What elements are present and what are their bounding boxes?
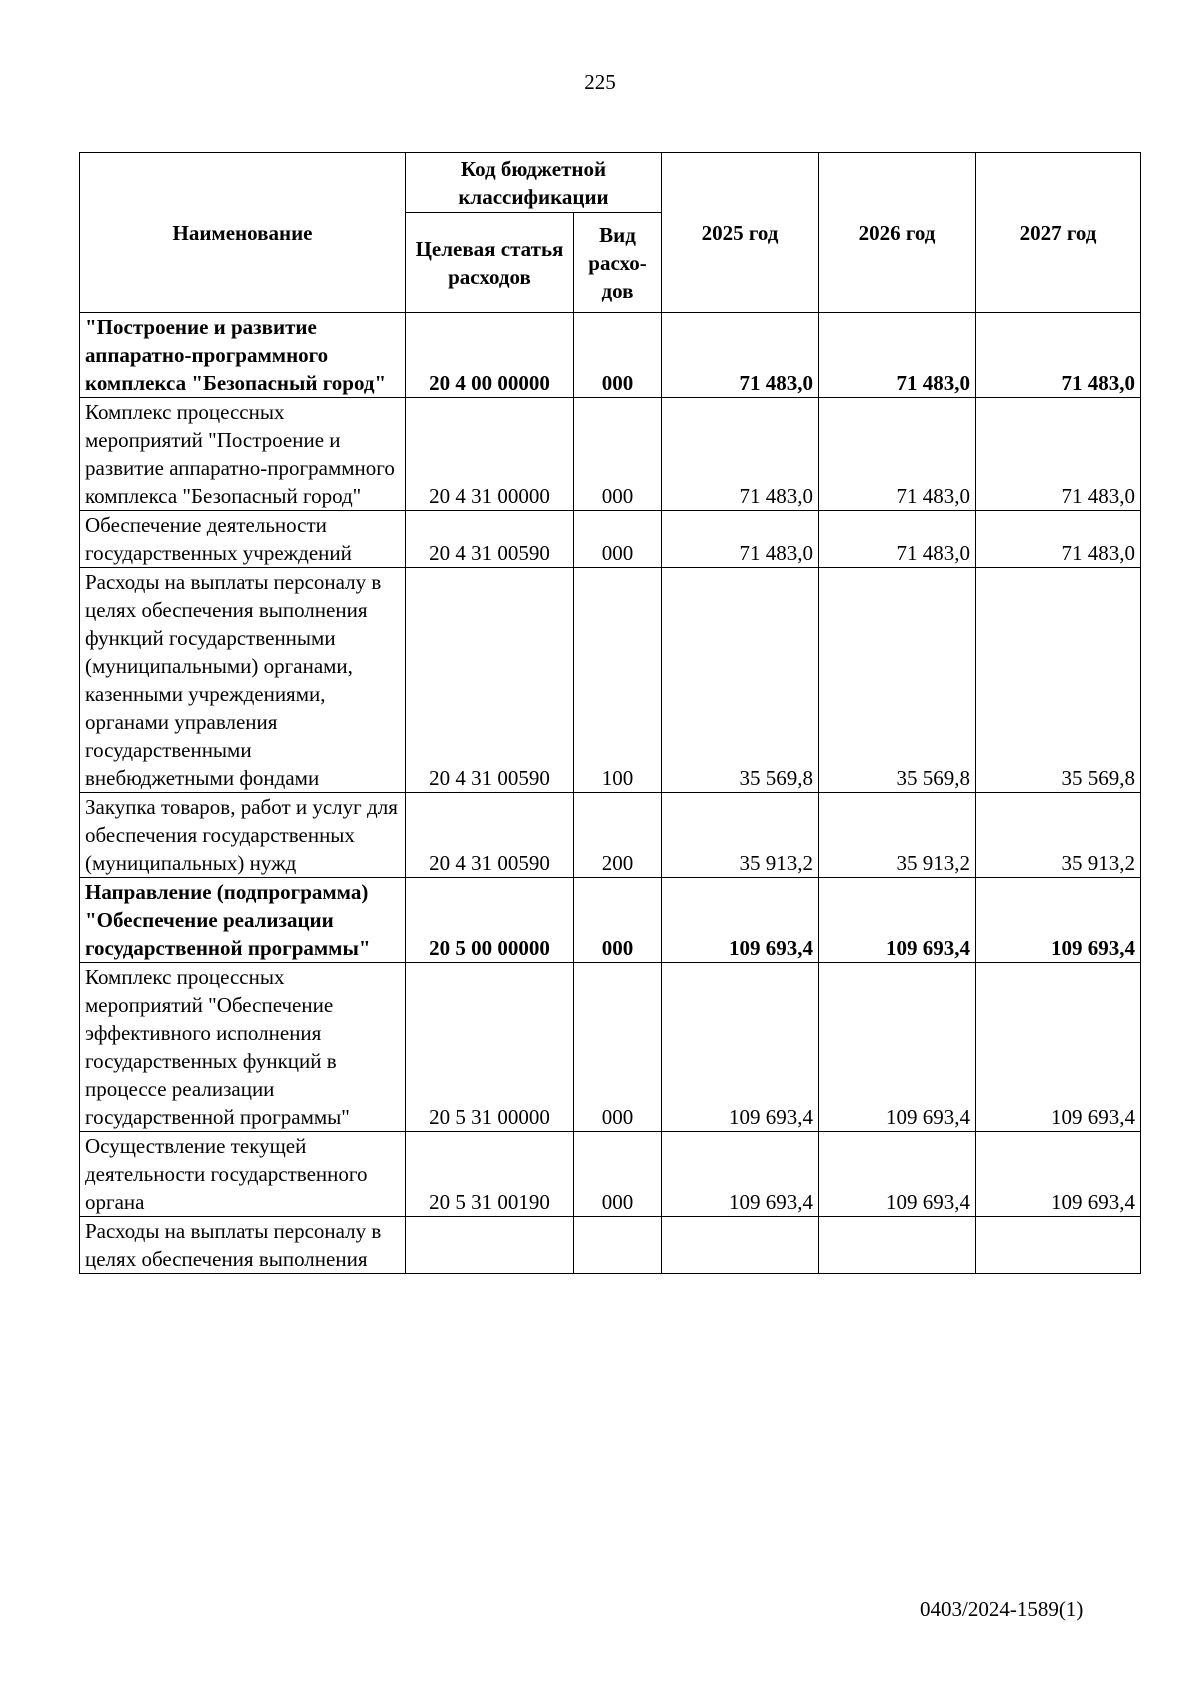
cell-v2025: 109 693,4: [662, 1132, 819, 1217]
cell-kind: 000: [574, 511, 662, 568]
table-row: [80, 963, 1141, 1132]
cell-code: 20 5 31 00000: [406, 963, 574, 1132]
cell-v2026: 109 693,4: [819, 1132, 976, 1217]
cell-name: Закупка товаров, работ и услуг для обеспечения государственных (муниципальных) нужд: [80, 793, 406, 878]
cell-v2027: 109 693,4: [976, 1132, 1141, 1217]
cell-v2027: [976, 1217, 1141, 1274]
cell-kind: 000: [574, 313, 662, 398]
table-row: [80, 878, 1141, 963]
header-expense-type: Вид расхо-дов: [574, 213, 662, 313]
cell-v2026: 35 913,2: [819, 793, 976, 878]
document-id: 0403/2024-1589(1): [920, 1597, 1084, 1621]
cell-kind: 000: [574, 963, 662, 1132]
cell-code: 20 4 31 00590: [406, 511, 574, 568]
cell-v2025: 71 483,0: [662, 511, 819, 568]
cell-kind: 100: [574, 568, 662, 793]
table-row: [80, 398, 1141, 511]
cell-code: 20 5 31 00190: [406, 1132, 574, 1217]
cell-v2027: 71 483,0: [976, 511, 1141, 568]
cell-name: Расходы на выплаты персоналу в целях обеспечения выполнения функций государственными (муниципальными) органами, казенными учреждениями, органами управления государственными внебюджетными фондами: [80, 568, 406, 793]
header-name: Наименование: [80, 153, 406, 313]
cell-name: Направление (подпрограмма) "Обеспечение реализации государственной программы": [80, 878, 406, 963]
cell-kind: 000: [574, 878, 662, 963]
table-row: [80, 313, 1141, 398]
cell-code: 20 4 00 00000: [406, 313, 574, 398]
budget-table: [79, 152, 1141, 1274]
cell-v2025: 71 483,0: [662, 398, 819, 511]
cell-code: 20 4 31 00590: [406, 793, 574, 878]
cell-v2027: 35 913,2: [976, 793, 1141, 878]
table-row: [80, 1132, 1141, 1217]
cell-kind: 200: [574, 793, 662, 878]
cell-v2026: 35 569,8: [819, 568, 976, 793]
cell-kind: 000: [574, 1132, 662, 1217]
cell-v2025: 109 693,4: [662, 963, 819, 1132]
cell-v2027: 109 693,4: [976, 963, 1141, 1132]
cell-v2025: [662, 1217, 819, 1274]
cell-name: Расходы на выплаты персоналу в целях обеспечения выполнения: [80, 1217, 406, 1274]
cell-kind: 000: [574, 398, 662, 511]
cell-v2026: 71 483,0: [819, 398, 976, 511]
cell-v2027: 35 569,8: [976, 568, 1141, 793]
cell-v2025: 35 913,2: [662, 793, 819, 878]
header-2027: 2027 год: [976, 153, 1141, 313]
table-row: [80, 793, 1141, 878]
cell-v2026: [819, 1217, 976, 1274]
header-2026: 2026 год: [819, 153, 976, 313]
cell-name: Комплекс процессных мероприятий "Построение и развитие аппаратно-программного комплекса "Безопасный город": [80, 398, 406, 511]
cell-v2027: 109 693,4: [976, 878, 1141, 963]
page-number: 225: [584, 70, 616, 94]
table-body: [80, 313, 1141, 1274]
cell-name: "Построение и развитие аппаратно-программного комплекса "Безопасный город": [80, 313, 406, 398]
cell-name: Комплекс процессных мероприятий "Обеспечение эффективного исполнения государственных функций в процессе реализации государственной программы": [80, 963, 406, 1132]
cell-v2026: 109 693,4: [819, 963, 976, 1132]
cell-v2026: 109 693,4: [819, 878, 976, 963]
cell-code: 20 4 31 00590: [406, 568, 574, 793]
table-row: [80, 568, 1141, 793]
cell-code: [406, 1217, 574, 1274]
cell-v2027: 71 483,0: [976, 313, 1141, 398]
cell-name: Обеспечение деятельности государственных учреждений: [80, 511, 406, 568]
cell-v2027: 71 483,0: [976, 398, 1141, 511]
cell-v2025: 71 483,0: [662, 313, 819, 398]
cell-code: 20 4 31 00000: [406, 398, 574, 511]
header-kbk: Код бюджетной классификации: [406, 153, 662, 213]
cell-kind: [574, 1217, 662, 1274]
cell-v2025: 35 569,8: [662, 568, 819, 793]
cell-v2025: 109 693,4: [662, 878, 819, 963]
table-row: [80, 1217, 1141, 1274]
cell-code: 20 5 00 00000: [406, 878, 574, 963]
cell-name: Осуществление текущей деятельности государственного органа: [80, 1132, 406, 1217]
header-target-article: Целевая статья расходов: [406, 213, 574, 313]
cell-v2026: 71 483,0: [819, 511, 976, 568]
table-row: [80, 511, 1141, 568]
cell-v2026: 71 483,0: [819, 313, 976, 398]
header-2025: 2025 год: [662, 153, 819, 313]
